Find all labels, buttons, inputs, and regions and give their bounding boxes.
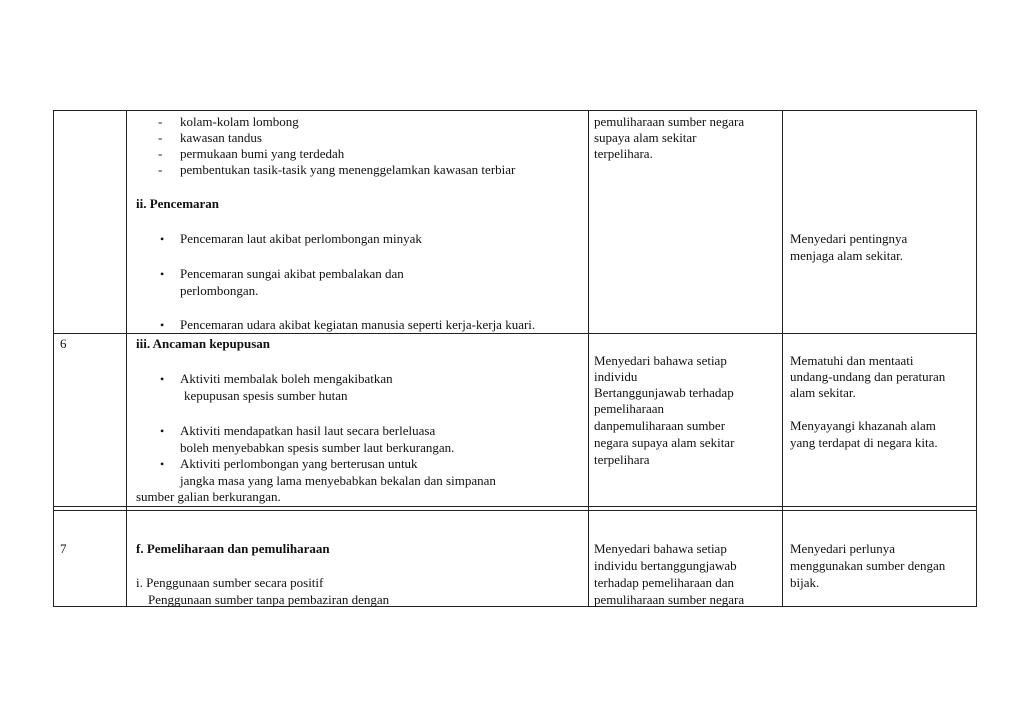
pencemaran-item-2-line-1: Pencemaran sungai akibat pembalakan dan [180,266,404,281]
section-heading-ancaman-kepupusan: iii. Ancaman kepupusan [136,336,271,351]
row-b-col4-line-2: undang-undang dan peraturan [790,369,946,384]
bullet-icon: • [160,232,165,246]
dash-item-4: pembentukan tasik-tasik yang menenggelamkan kawasan terbiar [180,162,516,177]
ancaman-item-1-line-1: Aktiviti membalak boleh mengakibatkan [180,371,393,386]
row-c-col3-line-3: terhadap pemeliharaan dan [594,575,735,590]
row-divider-7-top [53,506,977,507]
pencemaran-item-3: Pencemaran udara akibat kegiatan manusia seperti kerja-kerja kuari. [180,317,536,332]
row-c-col3-line-2: individu bertanggungjawab [594,558,737,573]
row-b-col3-line-1: Menyedari bahawa setiap [594,353,727,368]
row-b-col3-line-4: pemeliharaan [594,401,665,416]
dash-item-1: kolam-kolam lombong [180,114,299,129]
row-b-col3-line-3: Bertanggunjawab terhadap [594,385,734,400]
row-number-7: 7 [60,541,67,556]
section-heading-pencemaran: ii. Pencemaran [136,196,220,211]
dash-marker: - [158,146,163,161]
row-b-col3-line-2: individu [594,369,638,384]
bullet-icon: • [160,267,165,281]
ancaman-item-3-line-3: sumber galian berkurangan. [136,489,281,504]
row-b-col4-line-4: Menyayangi khazanah alam [790,418,936,433]
row-b-col4-line-3: alam sekitar. [790,385,856,400]
table-right-border [976,110,977,607]
row-c-sub-2: Penggunaan sumber tanpa pembaziran dengan [148,592,390,607]
ancaman-item-1-line-2: kepupusan spesis sumber hutan [184,388,348,403]
row-a-col3-line-3: terpelihara. [594,146,653,161]
row-number-6: 6 [60,336,67,351]
ancaman-item-3-line-2: jangka masa yang lama menyebabkan bekalan dan simpanan [180,473,496,488]
bullet-icon: • [160,372,165,386]
dash-marker: - [158,162,163,177]
dash-marker: - [158,114,163,129]
column-divider-1 [126,110,127,607]
row-b-col3-line-7: terpelihara [594,452,650,467]
ancaman-item-3-line-1: Aktiviti perlombongan yang berterusan untuk [180,456,418,471]
dash-item-2: kawasan tandus [180,130,262,145]
bullet-icon: • [160,457,165,471]
pencemaran-item-2-line-2: perlombongan. [180,283,259,298]
row-c-col4-line-2: menggunakan sumber dengan [790,558,946,573]
row-divider-7-bottom [53,510,977,511]
row-divider-6 [53,333,977,334]
column-divider-2 [588,110,589,607]
bullet-icon: • [160,424,165,438]
row-b-col3-line-6: negara supaya alam sekitar [594,435,735,450]
row-c-col3-line-1: Menyedari bahawa setiap [594,541,727,556]
row-a-col3-line-2: supaya alam sekitar [594,130,697,145]
ancaman-item-2-line-1: Aktiviti mendapatkan hasil laut secara berleluasa [180,423,436,438]
ancaman-item-2-line-2: boleh menyebabkan spesis sumber laut berkurangan. [180,440,455,455]
row-a-col4-line-2: menjaga alam sekitar. [790,248,903,263]
table-left-border [53,110,54,607]
dash-item-3: permukaan bumi yang terdedah [180,146,345,161]
row-b-col4-line-5: yang terdapat di negara kita. [790,435,938,450]
row-c-col4-line-3: bijak. [790,575,820,590]
row-c-sub-1: i. Penggunaan sumber secara positif [136,575,324,590]
row-c-col3-line-4: pemuliharaan sumber negara [594,592,745,607]
dash-marker: - [158,130,163,145]
pencemaran-item-1: Pencemaran laut akibat perlombongan minyak [180,231,422,246]
column-divider-3 [782,110,783,607]
row-a-col3-line-1: pemuliharaan sumber negara [594,114,745,129]
row-a-col4-line-1: Menyedari pentingnya [790,231,908,246]
bullet-icon: • [160,318,165,332]
row-c-col4-line-1: Menyedari perlunya [790,541,896,556]
table-top-border [53,110,977,111]
row-b-col4-line-1: Mematuhi dan mentaati [790,353,914,368]
row-b-col3-line-5: danpemuliharaan sumber [594,418,726,433]
section-heading-pemeliharaan: f. Pemeliharaan dan pemuliharaan [136,541,330,556]
